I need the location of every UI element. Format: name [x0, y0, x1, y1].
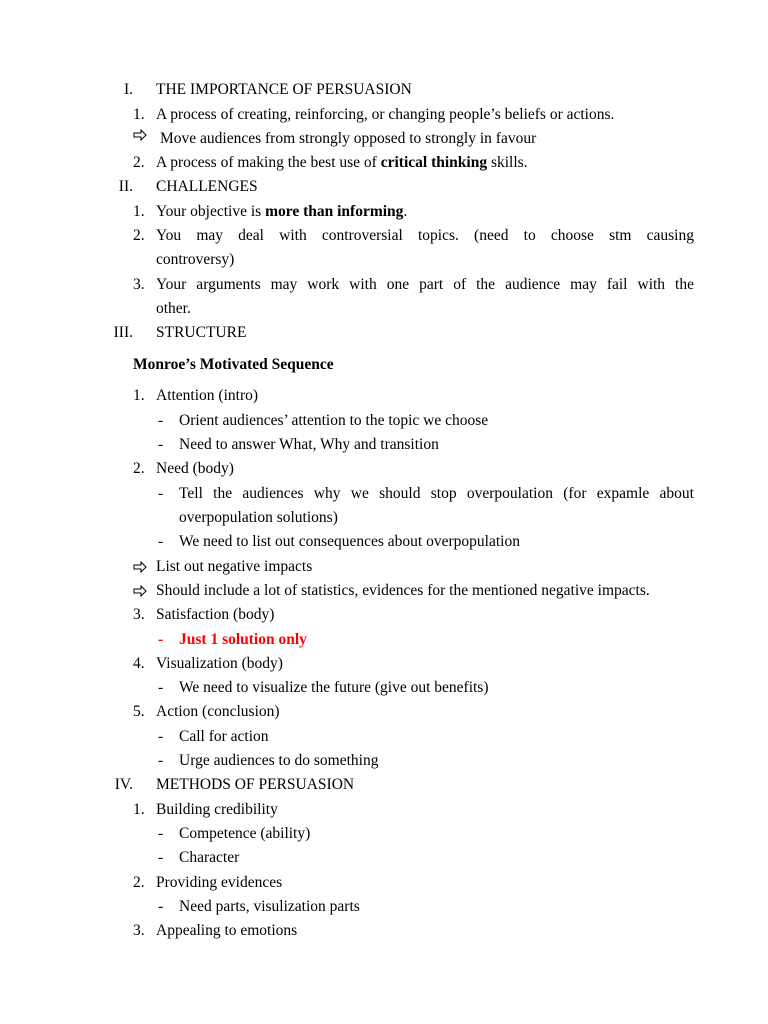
highlighted-sub-item: Just 1 solution only [179, 631, 307, 648]
list-number: 1. [133, 106, 145, 123]
dash-bullet: - [158, 728, 164, 745]
sub-item: We need to visualize the future (give out benefits) [179, 679, 489, 696]
list-item [156, 153, 528, 173]
list-item-line: controversy) [156, 251, 235, 268]
dash-bullet: - [158, 533, 164, 550]
list-item: Appealing to emotions [156, 922, 298, 939]
section-heading: METHODS OF PERSUASION [156, 776, 355, 793]
list-item-line: other. [156, 300, 191, 317]
arrow-item: List out negative impacts [156, 558, 313, 575]
list-item: Visualization (body) [156, 655, 283, 672]
list-item: Building credibility [156, 801, 278, 818]
list-item: Satisfaction (body) [156, 606, 275, 623]
section-heading: THE IMPORTANCE OF PERSUASION [156, 81, 412, 98]
sub-item-line: overpopulation solutions) [179, 509, 338, 526]
section-numeral: I. [123, 81, 133, 98]
list-item: A process of creating, reinforcing, or changing people’s beliefs or actions. [156, 106, 615, 123]
arrow-right-icon [133, 561, 147, 573]
bold-text: more than informing [265, 203, 404, 220]
dash-bullet: - [158, 898, 164, 915]
list-item [156, 202, 407, 222]
section-numeral: III. [113, 324, 133, 341]
arrow-right-icon [133, 129, 147, 141]
list-number: 3. [133, 276, 145, 293]
list-number: 2. [133, 460, 145, 477]
text-run: . [403, 203, 408, 220]
arrow-item: Should include a lot of statistics, evidences for the mentioned negative impacts. [156, 582, 650, 599]
sub-item: Need parts, visulization parts [179, 898, 360, 915]
list-number: 3. [133, 922, 145, 939]
subheading: Monroe’s Motivated Sequence [133, 356, 334, 373]
text-run: A process of making the best use of [156, 154, 381, 171]
list-number: 2. [133, 874, 145, 891]
sub-item: Character [179, 849, 240, 866]
section-heading: STRUCTURE [156, 324, 247, 341]
list-item-line: You may deal with controversial topics. (need to choose stm causing [156, 227, 694, 244]
list-number: 2. [133, 227, 145, 244]
list-number: 1. [133, 801, 145, 818]
sub-item-line: Tell the audiences why we should stop overpoulation (for expamle about [179, 485, 694, 502]
dash-bullet: - [158, 631, 164, 648]
sub-item: Need to answer What, Why and transition [179, 436, 439, 453]
list-number: 1. [133, 387, 145, 404]
list-item-line: Your arguments may work with one part of the audience may fail with the [156, 276, 694, 293]
section-numeral: II. [118, 178, 133, 195]
dash-bullet: - [158, 752, 164, 769]
dash-bullet: - [158, 679, 164, 696]
sub-item: Competence (ability) [179, 825, 311, 842]
list-item: Action (conclusion) [156, 703, 280, 720]
arrow-item: Move audiences from strongly opposed to strongly in favour [160, 130, 537, 147]
dash-bullet: - [158, 436, 164, 453]
dash-bullet: - [158, 412, 164, 429]
list-number: 2. [133, 154, 145, 171]
text-run: Your objective is [156, 203, 266, 220]
dash-bullet: - [158, 849, 164, 866]
bold-text: critical thinking [380, 154, 488, 171]
list-number: 1. [133, 203, 145, 220]
sub-item: Orient audiences’ attention to the topic we choose [179, 412, 489, 429]
list-number: 5. [133, 703, 145, 720]
dash-bullet: - [158, 825, 164, 842]
list-item: Need (body) [156, 460, 234, 477]
section-numeral: IV. [114, 776, 133, 793]
list-number: 3. [133, 606, 145, 623]
list-item: Attention (intro) [156, 387, 259, 404]
sub-item: We need to list out consequences about overpopulation [179, 533, 520, 550]
arrow-right-icon [133, 585, 147, 597]
list-number: 4. [133, 655, 145, 672]
sub-item: Call for action [179, 728, 269, 745]
dash-bullet: - [158, 485, 164, 502]
text-run: skills. [487, 154, 528, 171]
list-item: Providing evidences [156, 874, 283, 891]
sub-item: Urge audiences to do something [179, 752, 379, 769]
section-heading: CHALLENGES [156, 178, 258, 195]
